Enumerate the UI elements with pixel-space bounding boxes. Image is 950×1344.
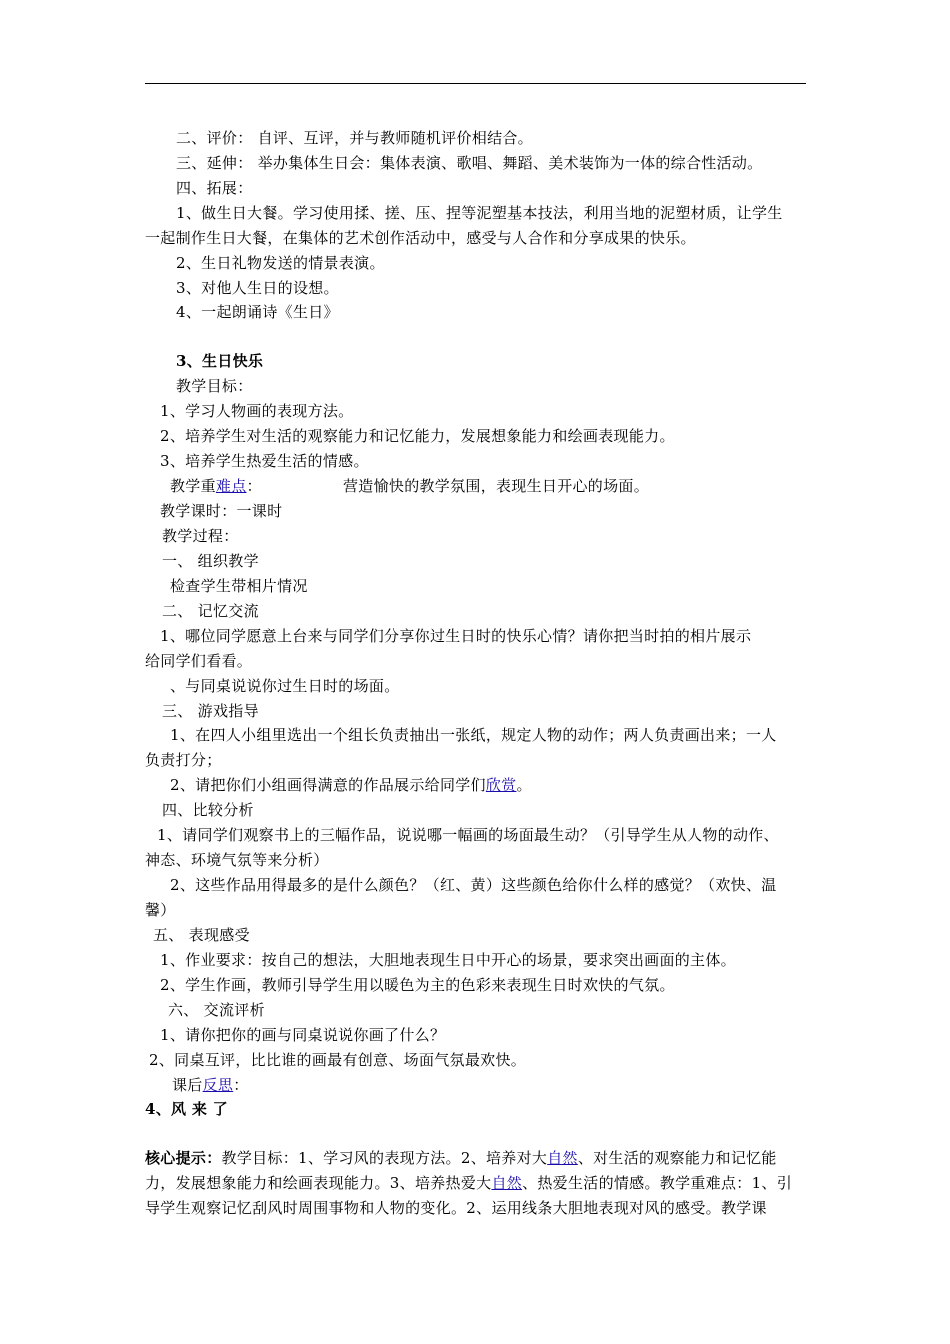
part4-title: 四、比较分析: [162, 801, 254, 819]
focus-prefix: 教学重: [170, 477, 216, 495]
part3-item-2: [170, 775, 532, 795]
core-line-3: 导学生观察记忆刮风时周围事物和人物的变化。2、运用线条大胆地表现对风的感受。教学课: [145, 1199, 767, 1217]
part3-item-2-suffix: 。: [516, 776, 532, 794]
part6-item-2: 2、同桌互评，比比谁的画最有创意、场面气氛最欢快。: [149, 1051, 527, 1069]
focus-text: 营造愉快的教学氛围，表现生日开心的场面。: [343, 477, 650, 495]
part4-item-2-cont: 馨）: [145, 901, 176, 919]
part3-item-1-cont: 负责打分；: [145, 751, 222, 769]
expand-item-1: 1、做生日大餐。学习使用揉、搓、压、捏等泥塑基本技法，利用当地的泥塑材质，让学生: [176, 204, 783, 222]
part2-title: 二、 记忆交流: [162, 602, 259, 620]
nature-link-1[interactable]: 自然: [547, 1149, 578, 1167]
expand-item-4: 4、一起朗诵诗《生日》: [176, 303, 339, 321]
part5-title: 五、 表现感受: [153, 926, 250, 944]
focus-link[interactable]: 难点: [215, 477, 247, 495]
part3-item-2-prefix: 2、请把你们小组画得满意的作品展示给同学们: [170, 776, 486, 794]
part4-item-2: 2、这些作品用得最多的是什么颜色？（红、黄）这些颜色给你什么样的感觉？（欢快、温: [170, 876, 777, 894]
core-line-2-b: 、热爱生活的情感。教学重难点：1、引: [522, 1174, 793, 1192]
expand-title: 四、拓展：: [176, 179, 253, 197]
part6-title: 六、 交流评析: [168, 1001, 265, 1019]
focus-colon: ：: [246, 477, 262, 495]
reflection-line: [172, 1075, 249, 1095]
core-label: 核心提示：: [145, 1149, 222, 1167]
goal-1: 1、学习人物画的表现方法。: [160, 402, 354, 420]
core-line-2-a: 力，发展想象能力和绘画表现能力。3、培养热爱大: [145, 1174, 492, 1192]
part2-item-1: 1、哪位同学愿意上台来与同学们分享你过生日时的快乐心情？请你把当时拍的相片展示: [160, 627, 752, 645]
part2-item-2: 、与同桌说说你过生日时的场面。: [170, 677, 400, 695]
reflection-link[interactable]: 反思: [202, 1076, 234, 1094]
reflection-prefix: 课后: [172, 1076, 203, 1094]
part6-item-1: 1、请你把你的画与同桌说说你画了什么？: [160, 1026, 446, 1044]
part2-item-1-cont: 给同学们看看。: [145, 652, 253, 670]
goals-title: 教学目标：: [176, 377, 253, 395]
goal-2: 2、培养学生对生活的观察能力和记忆能力，发展想象能力和绘画表现能力。: [160, 427, 675, 445]
lesson4-title: 4、风 来 了: [145, 1100, 228, 1118]
focus-line: [170, 476, 262, 496]
part4-item-1: 1、请同学们观察书上的三幅作品，说说哪一幅画的场面最生动？（引导学生从人物的动作、: [157, 826, 779, 844]
process-title: 教学过程：: [162, 527, 239, 545]
core-line-1: [145, 1148, 777, 1168]
appreciate-link[interactable]: 欣赏: [485, 776, 517, 794]
expand-item-1-cont: 一起制作生日大餐，在集体的艺术创作活动中，感受与人合作和分享成果的快乐。: [145, 229, 696, 247]
part4-item-1-cont: 神态、环境气氛等来分析）: [145, 851, 329, 869]
core-line-1-b: 、对生活的观察能力和记忆能: [577, 1149, 777, 1167]
extension-line: 三、延伸： 举办集体生日会：集体表演、歌唱、舞蹈、美术装饰为一体的综合性活动。: [176, 154, 763, 172]
expand-item-3: 3、对他人生日的设想。: [176, 279, 339, 297]
lesson3-title: 3、生日快乐: [176, 352, 264, 370]
evaluation-line: 二、评价： 自评、互评，并与教师随机评价相结合。: [176, 129, 533, 147]
part3-item-1: 1、在四人小组里选出一个组长负责抽出一张纸，规定人物的动作；两人负责画出来；一人: [170, 726, 777, 744]
part3-title: 三、 游戏指导: [162, 702, 259, 720]
nature-link-2[interactable]: 自然: [491, 1174, 523, 1192]
reflection-suffix: ：: [233, 1076, 249, 1094]
header-rule: [145, 83, 806, 84]
lesson-hours: 教学课时：一课时: [160, 502, 283, 520]
core-line-2: [145, 1173, 792, 1193]
part1-title: 一、 组织教学: [162, 552, 259, 570]
part5-item-2: 2、学生作画，教师引导学生用以暖色为主的色彩来表现生日时欢快的气氛。: [160, 976, 675, 994]
goal-3: 3、培养学生热爱生活的情感。: [160, 452, 369, 470]
expand-item-2: 2、生日礼物发送的情景表演。: [176, 254, 385, 272]
part1-text: 检查学生带相片情况: [170, 577, 308, 595]
part5-item-1: 1、作业要求：按自己的想法，大胆地表现生日中开心的场景，要求突出画面的主体。: [160, 951, 736, 969]
core-line-1-a: 教学目标：1、学习风的表现方法。2、培养对大: [221, 1149, 548, 1167]
